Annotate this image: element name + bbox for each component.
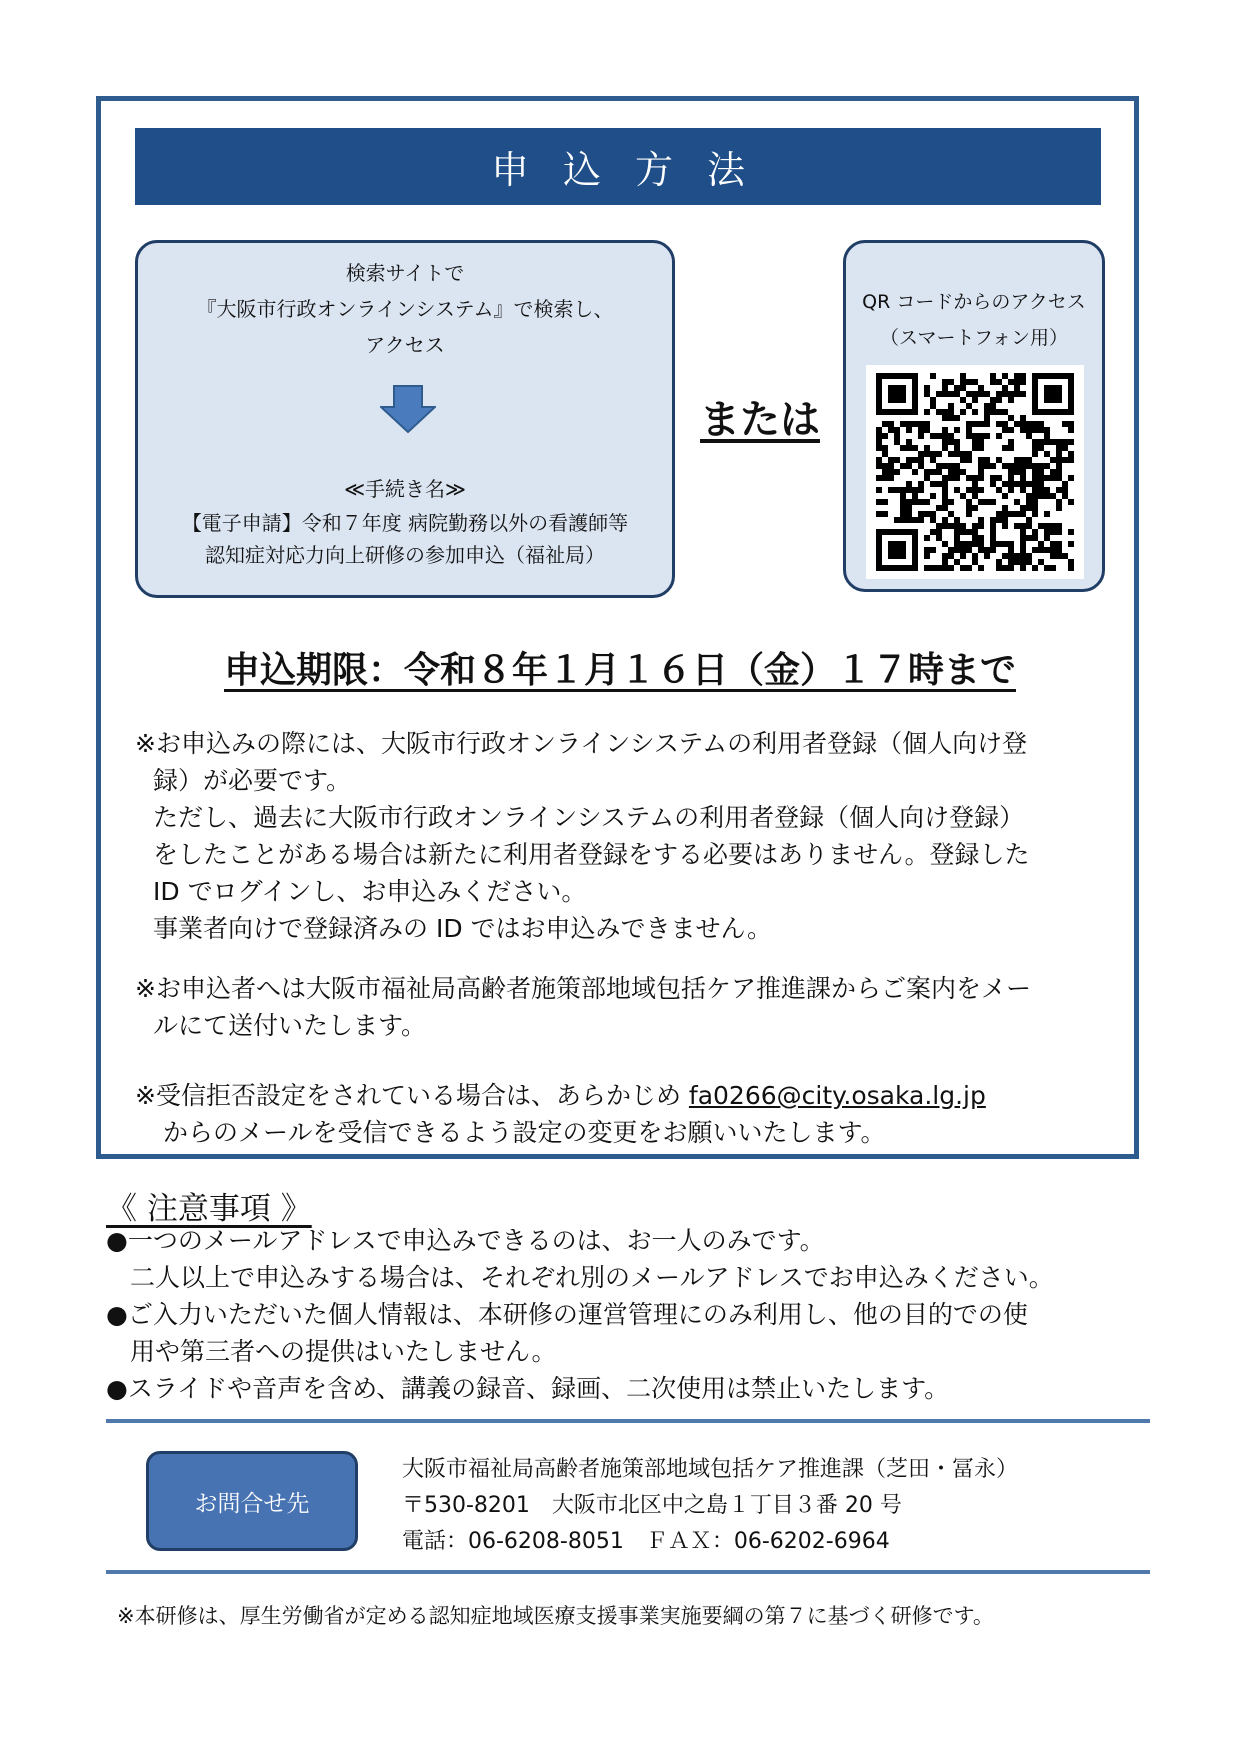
qr-label-1: QR コードからのアクセス [862,291,1086,313]
procedure-line-1: 【電子申請】令和７年度 病院勤務以外の看護師等 [181,511,629,535]
qr-code-icon[interactable] [866,365,1084,579]
notice-registration [135,725,1030,947]
contact-phone-fax: 電話：06-6208-8051 ＦＡＸ：06-6202-6964 [402,1529,890,1554]
qr-code-container[interactable] [866,365,1084,579]
footnote: ※本研修は、厚生労働省が定める認知症地域医療支援事業実施要綱の第７に基づく研修です。 [117,1604,994,1628]
qr-panel [843,240,1105,592]
notice-email-guidance [135,970,1031,1044]
divider-top [106,1419,1150,1423]
notice-spam-filter [135,1077,986,1151]
procedure-line-2: 認知症対応力向上研修の参加申込（福祉局） [205,543,605,567]
down-arrow-icon [380,385,436,433]
notes-heading: 《 注意事項 》 [106,1191,312,1227]
search-line-1: 検索サイトで [345,261,465,285]
qr-label-2: （スマートフォン用） [879,327,1069,349]
search-line-3: アクセス [365,333,445,357]
notes-list [106,1222,1054,1407]
notice1-line-5: ID でログインし、お申込みください。 [153,877,587,906]
contact-address: 〒530-8201 大阪市北区中之島１丁目３番 20 号 [402,1493,902,1518]
or-label: または [700,397,820,443]
procedure-heading: ≪手続き名≫ [344,477,466,501]
section-title [135,128,1101,205]
search-instructions-panel [135,240,675,598]
section-title-text: 申込方法 [490,148,779,192]
notice2-line-2: ルにて送付いたします。 [153,1011,427,1040]
email-link[interactable]: fa0266@city.osaka.lg.jp [688,1081,986,1110]
notice3-line-2: からのメールを受信できるよう設定の変更をお願いいたします。 [163,1118,886,1147]
deadline-text: 申込期限：令和８年１月１６日（金）１７時まで [223,650,1016,691]
notice1-line-3: ただし、過去に大阪市行政オンラインシステムの利用者登録（個人向け登録） [153,803,1025,832]
contact-button-label: お問合せ先 [194,1490,310,1517]
note-line-4: 用や第三者への提供はいたしません。 [130,1337,557,1366]
notice3-prefix: ※受信拒否設定をされている場合は、あらかじめ [135,1081,689,1110]
contact-button[interactable] [146,1451,358,1551]
notice1-line-1: ※お申込みの際には、大阪市行政オンラインシステムの利用者登録（個人向け登 [135,729,1028,758]
notice1-line-2: 録）が必要です。 [153,766,352,795]
notice1-line-4: をしたことがある場合は新たに利用者登録をする必要はありません。登録した [153,840,1030,869]
notice2-line-1: ※お申込者へは大阪市福祉局高齢者施策部地域包括ケア推進課からご案内をメー [135,974,1031,1003]
contact-department: 大阪市福祉局高齢者施策部地域包括ケア推進課（芝田・冨永） [402,1457,1019,1482]
notice1-line-6: 事業者向けで登録済みの ID ではお申込みできません。 [153,914,773,943]
note-line-5: ●スライドや音声を含め、講義の録音、録画、二次使用は禁止いたします。 [106,1374,950,1403]
note-line-1: ●一つのメールアドレスで申込みできるのは、お一人のみです。 [106,1226,825,1255]
search-line-2: 『大阪市行政オンラインシステム』で検索し、 [196,297,614,321]
contact-info [402,1452,1018,1560]
note-line-3: ●ご入力いただいた個人情報は、本研修の運営管理にのみ利用し、他の目的での使 [106,1300,1028,1329]
divider-bottom [106,1570,1150,1574]
note-line-2: 二人以上で申込みする場合は、それぞれ別のメールアドレスでお申込みください。 [130,1263,1054,1292]
